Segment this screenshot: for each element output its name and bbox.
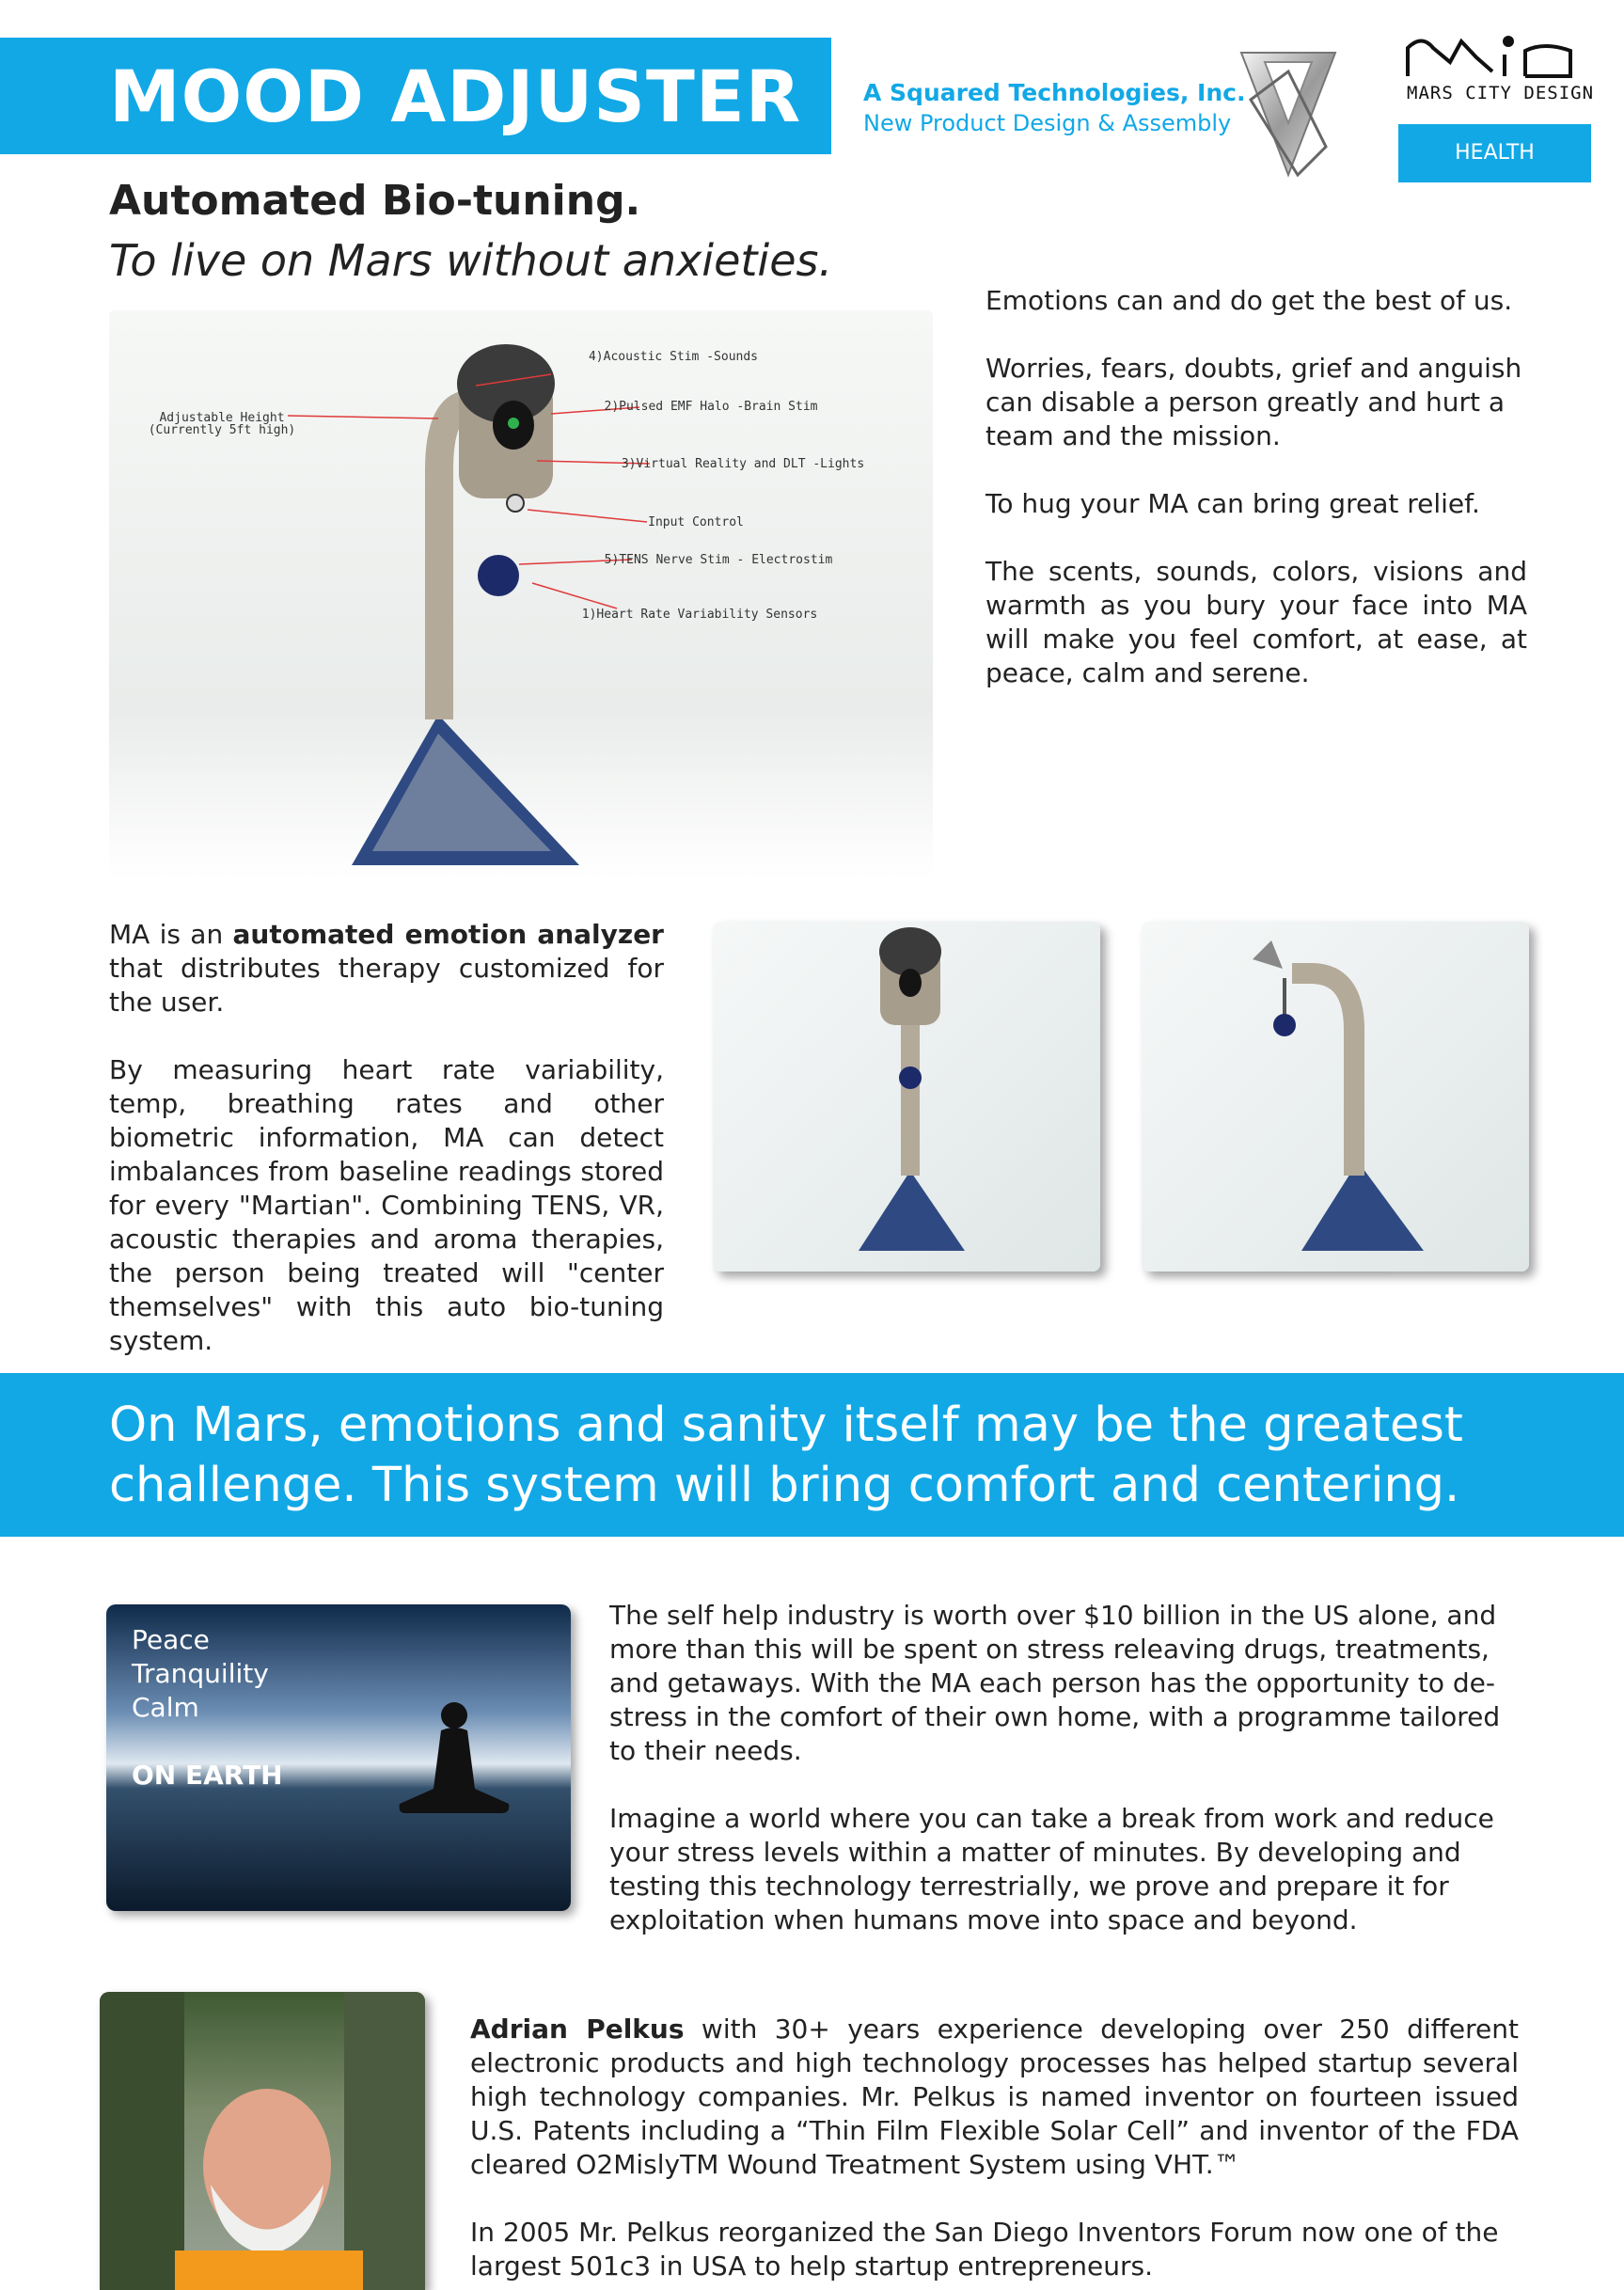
intro-text bbox=[985, 284, 1527, 690]
company-subtitle: New Product Design & Assembly bbox=[863, 110, 1232, 136]
intro-p4: The scents, sounds, colors, visions and warmth as you bury your face into MA will make you feel comfort, at ease, at peace, calm and serene. bbox=[985, 556, 1527, 688]
bio-p1 bbox=[470, 2013, 1519, 2182]
product-sensor-sphere bbox=[478, 555, 519, 596]
bio-name: Adrian Pelkus bbox=[470, 2014, 685, 2045]
label-height-1: Adjustable Height bbox=[159, 411, 285, 425]
product-photo-front bbox=[713, 922, 1100, 1271]
product-pole bbox=[425, 470, 453, 719]
label-vr: 3)Virtual Reality and DLT -Lights bbox=[621, 457, 865, 471]
analyzer-text bbox=[109, 918, 664, 1358]
intro-p3: To hug your MA can bring great relief. bbox=[985, 488, 1480, 519]
label-tens: 5)TENS Nerve Stim - Electrostim bbox=[604, 553, 833, 567]
market-text bbox=[609, 1599, 1522, 1937]
product-photo-side bbox=[1142, 922, 1529, 1271]
earth-line-calm: Calm bbox=[132, 1692, 199, 1723]
bio-p2: In 2005 Mr. Pelkus reorganized the San Diego Inventors Forum now one of the largest 501c3 in USA to help startup entrepreneurs. bbox=[470, 2217, 1499, 2282]
title-band bbox=[0, 38, 831, 154]
earth-card-text bbox=[132, 1623, 283, 1793]
quote-band bbox=[0, 1373, 1624, 1537]
bio-text bbox=[470, 2013, 1519, 2283]
label-acoustic: 4)Acoustic Stim -Sounds bbox=[588, 350, 759, 364]
product-input-control bbox=[507, 495, 524, 512]
product-side-graphic bbox=[1142, 922, 1529, 1271]
analyzer-p2: By measuring heart rate variability, temp, breathing rates and other biometric information, MA can detect imbalances from baseline readings stored for every "Martian". Combining TENS, VR, acoustic therapies and aroma therapies, the person being treated will "center themselves" with this auto bio-tuning system. bbox=[109, 1054, 664, 1356]
label-height-2: (Currently 5ft high) bbox=[148, 423, 296, 437]
intro-p1: Emotions can and do get the best of us. bbox=[985, 285, 1513, 316]
bio-photo bbox=[100, 1992, 425, 2290]
analyzer-p1-post: that distributes therapy customized for the user. bbox=[109, 953, 664, 1018]
company-logo-icon bbox=[1222, 34, 1354, 184]
earth-line-on-earth: ON EARTH bbox=[132, 1760, 283, 1791]
product-diagram bbox=[109, 310, 933, 879]
label-emf: 2)Pulsed EMF Halo -Brain Stim bbox=[604, 400, 818, 414]
mars-city-logo-icon bbox=[1403, 24, 1591, 83]
product-front-graphic bbox=[713, 922, 1100, 1271]
analyzer-p1-bold: automated emotion analyzer bbox=[232, 919, 664, 950]
company-name: A Squared Technologies, Inc. bbox=[863, 79, 1246, 106]
intro-p2: Worries, fears, doubts, grief and anguish can disable a person greatly and hurt a team and the mission. bbox=[985, 353, 1522, 451]
mars-city-logo-text: MARS CITY DESIGN bbox=[1407, 83, 1595, 103]
analyzer-p1 bbox=[109, 918, 664, 1019]
label-hrv: 1)Heart Rate Variability Sensors bbox=[581, 608, 818, 622]
label-input: Input Control bbox=[648, 515, 744, 529]
category-badge: HEALTH bbox=[1398, 124, 1591, 182]
product-diagram-graphic bbox=[109, 310, 933, 879]
analyzer-p1-pre: MA is an bbox=[109, 919, 233, 950]
headline-italic: To live on Mars without anxieties. bbox=[109, 235, 833, 286]
page-title: MOOD ADJUSTER bbox=[109, 55, 802, 138]
market-p1: The self help industry is worth over $10 billion in the US alone, and more than this will be spent on stress releaving drugs, treatments, and getaways. With the MA each person has the opportunity to de-stress in the comfort of their own home, with a programme tailored to their needs. bbox=[609, 1600, 1501, 1766]
earth-line-peace: Peace bbox=[132, 1624, 210, 1655]
company-info bbox=[863, 79, 1245, 136]
portrait-avatar bbox=[100, 1992, 425, 2290]
earth-card bbox=[106, 1604, 571, 1911]
market-p2: Imagine a world where you can take a break from work and reduce your stress levels within a matter of minutes. By developing and testing this technology terrestrially, we prove and prepare it for exploitation when humans move into space and beyond. bbox=[609, 1803, 1494, 1935]
headline-bold: Automated Bio-tuning. bbox=[109, 177, 641, 225]
earth-line-tranquility: Tranquility bbox=[132, 1658, 269, 1689]
bio-p1-body: with 30+ years experience developing over 250 different electronic products and high technology processes has helped startup several high technology companies. Mr. Pelkus is named inventor on fourteen issued U.S. Patents including a “Thin Film Flexible Solar Cell” and inventor of the FDA cleared O2MislyTM Wound Treatment System using VHT.™ bbox=[470, 2014, 1519, 2180]
quote-text: On Mars, emotions and sanity itself may be the greatest challenge. This system will bring comfort and centering. bbox=[109, 1398, 1463, 1513]
